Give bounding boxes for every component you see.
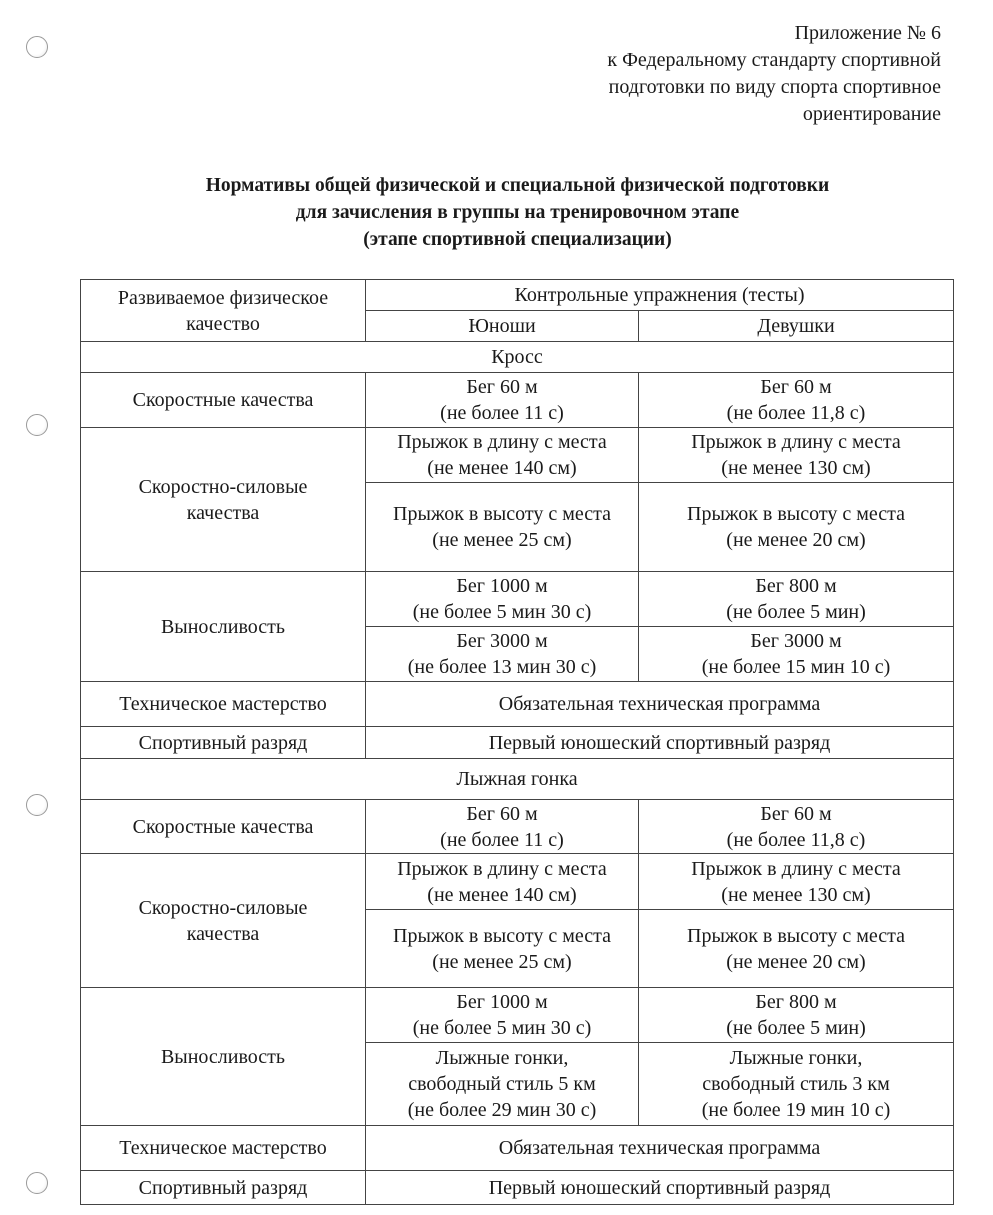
norms-table [80, 279, 954, 1205]
quality-label [81, 854, 366, 988]
norm-line: Бег 3000 м [456, 630, 548, 652]
boys-norm-cell [366, 483, 639, 572]
norm-line: свободный стиль 5 км [408, 1073, 596, 1095]
norm-line: (не менее 140 см) [427, 457, 577, 479]
table-header-row [81, 280, 954, 311]
norm-line: Бег 60 м [760, 376, 832, 398]
girls-norm-cell [639, 483, 954, 572]
norm-line: (не более 11,8 с) [726, 828, 866, 851]
header-quality-cell [81, 280, 366, 342]
norm-line: Лыжные гонки, [435, 1047, 569, 1069]
quality-label-line: качества [186, 501, 260, 524]
norm-line: Бег 60 м [760, 802, 832, 825]
norm-line: (не более 11,8 с) [726, 402, 866, 424]
norm-line: (не менее 140 см) [427, 883, 577, 906]
rank-value: Первый юношеский спортивный разряд [366, 727, 954, 759]
header-girls-cell: Девушки [639, 311, 954, 342]
girls-norm-cell [639, 854, 954, 910]
norm-line: Бег 800 м [755, 575, 837, 597]
norm-line: (не менее 20 см) [726, 529, 866, 551]
boys-norm-cell [366, 572, 639, 627]
appendix-number: Приложение № 6 [794, 22, 941, 44]
punch-hole [26, 414, 48, 436]
boys-norm-cell [366, 800, 639, 854]
norm-line: (не более 5 мин 30 с) [412, 1017, 592, 1039]
norm-line: (не более 29 мин 30 с) [407, 1099, 597, 1121]
header-exercises-cell: Контрольные упражнения (тесты) [366, 280, 954, 311]
table-row [81, 854, 954, 910]
boys-norm-cell [366, 910, 639, 988]
table-row [81, 800, 954, 854]
norm-line: (не более 5 мин 30 с) [412, 601, 592, 623]
technique-value: Обязательная техническая программа [366, 1126, 954, 1171]
title-line: (этапе спортивной специализации) [363, 229, 672, 250]
quality-label-line: качества [186, 922, 260, 945]
norm-line: Прыжок в длину с места [397, 857, 607, 880]
appendix-line: к Федеральному стандарту спортивной [607, 49, 941, 71]
header-boys-cell: Юноши [366, 311, 639, 342]
norm-line: Бег 1000 м [456, 575, 548, 597]
norm-line: (не более 15 мин 10 с) [701, 656, 891, 678]
norm-line: свободный стиль 3 км [702, 1073, 890, 1095]
norm-line: Прыжок в высоту с места [393, 503, 611, 525]
punch-hole [26, 1172, 48, 1194]
quality-label: Выносливость [81, 988, 366, 1126]
boys-norm-cell [366, 854, 639, 910]
norm-line: Бег 60 м [466, 802, 538, 825]
punch-hole [26, 794, 48, 816]
boys-norm-cell [366, 373, 639, 428]
norm-line: (не менее 20 см) [726, 950, 866, 973]
appendix-line: подготовки по виду спорта спортивное [608, 76, 941, 98]
girls-norm-cell [639, 627, 954, 682]
norm-line: (не менее 130 см) [721, 883, 871, 906]
quality-label: Техническое мастерство [81, 682, 366, 727]
norm-line: Прыжок в длину с места [691, 857, 901, 880]
boys-norm-cell [366, 988, 639, 1043]
title-line: для зачисления в группы на тренировочном этапе [295, 202, 740, 223]
table-row [81, 572, 954, 627]
quality-label [81, 428, 366, 572]
norm-line: Бег 800 м [755, 991, 837, 1013]
title-line: Нормативы общей физической и специальной физической подготовки [205, 175, 830, 196]
quality-label: Скоростные качества [81, 800, 366, 854]
norm-line: (не более 5 мин) [726, 1017, 866, 1039]
section-row [81, 759, 954, 800]
norm-line: Бег 60 м [466, 376, 538, 398]
girls-norm-cell [639, 572, 954, 627]
section-row [81, 342, 954, 373]
boys-norm-cell [366, 428, 639, 483]
quality-label: Спортивный разряд [81, 727, 366, 759]
norm-line: (не менее 25 см) [432, 950, 572, 973]
girls-norm-cell [639, 373, 954, 428]
norm-line: Бег 1000 м [456, 991, 548, 1013]
appendix-header [481, 20, 941, 128]
girls-norm-cell [639, 910, 954, 988]
quality-label: Техническое мастерство [81, 1126, 366, 1171]
rank-value: Первый юношеский спортивный разряд [366, 1171, 954, 1205]
norm-line: Прыжок в длину с места [691, 431, 901, 453]
norm-line: (не более 5 мин) [726, 601, 866, 623]
norm-line: Прыжок в высоту с места [687, 503, 905, 525]
section-title: Лыжная гонка [81, 759, 954, 800]
punch-hole [26, 36, 48, 58]
document-title [80, 172, 955, 253]
norm-line: Прыжок в высоту с места [393, 924, 611, 947]
quality-label: Скоростные качества [81, 373, 366, 428]
girls-norm-cell [639, 988, 954, 1043]
quality-label-line: Скоростно-силовые [138, 896, 308, 919]
table-row [81, 1171, 954, 1205]
boys-norm-cell [366, 1043, 639, 1126]
norm-line: (не более 13 мин 30 с) [407, 656, 597, 678]
quality-label: Выносливость [81, 572, 366, 682]
norm-line: Лыжные гонки, [729, 1047, 863, 1069]
table-row [81, 1126, 954, 1171]
table-row [81, 727, 954, 759]
table-row [81, 988, 954, 1043]
girls-norm-cell [639, 1043, 954, 1126]
technique-value: Обязательная техническая программа [366, 682, 954, 727]
norm-line: (не более 19 мин 10 с) [701, 1099, 891, 1121]
norm-line: (не более 11 с) [440, 828, 564, 851]
norm-line: (не более 11 с) [440, 402, 564, 424]
norm-line: (не менее 130 см) [721, 457, 871, 479]
girls-norm-cell [639, 428, 954, 483]
boys-norm-cell [366, 627, 639, 682]
header-quality-line: Развиваемое физическое [117, 286, 329, 309]
table-row [81, 682, 954, 727]
header-quality-line: качество [186, 312, 260, 335]
section-title: Кросс [81, 342, 954, 373]
quality-label-line: Скоростно-силовые [138, 475, 308, 498]
table-row [81, 373, 954, 428]
appendix-line: ориентирование [802, 103, 941, 125]
norm-line: Бег 3000 м [750, 630, 842, 652]
norm-line: Прыжок в высоту с места [687, 924, 905, 947]
norm-line: (не менее 25 см) [432, 529, 572, 551]
girls-norm-cell [639, 800, 954, 854]
quality-label: Спортивный разряд [81, 1171, 366, 1205]
norm-line: Прыжок в длину с места [397, 431, 607, 453]
table-row [81, 428, 954, 483]
